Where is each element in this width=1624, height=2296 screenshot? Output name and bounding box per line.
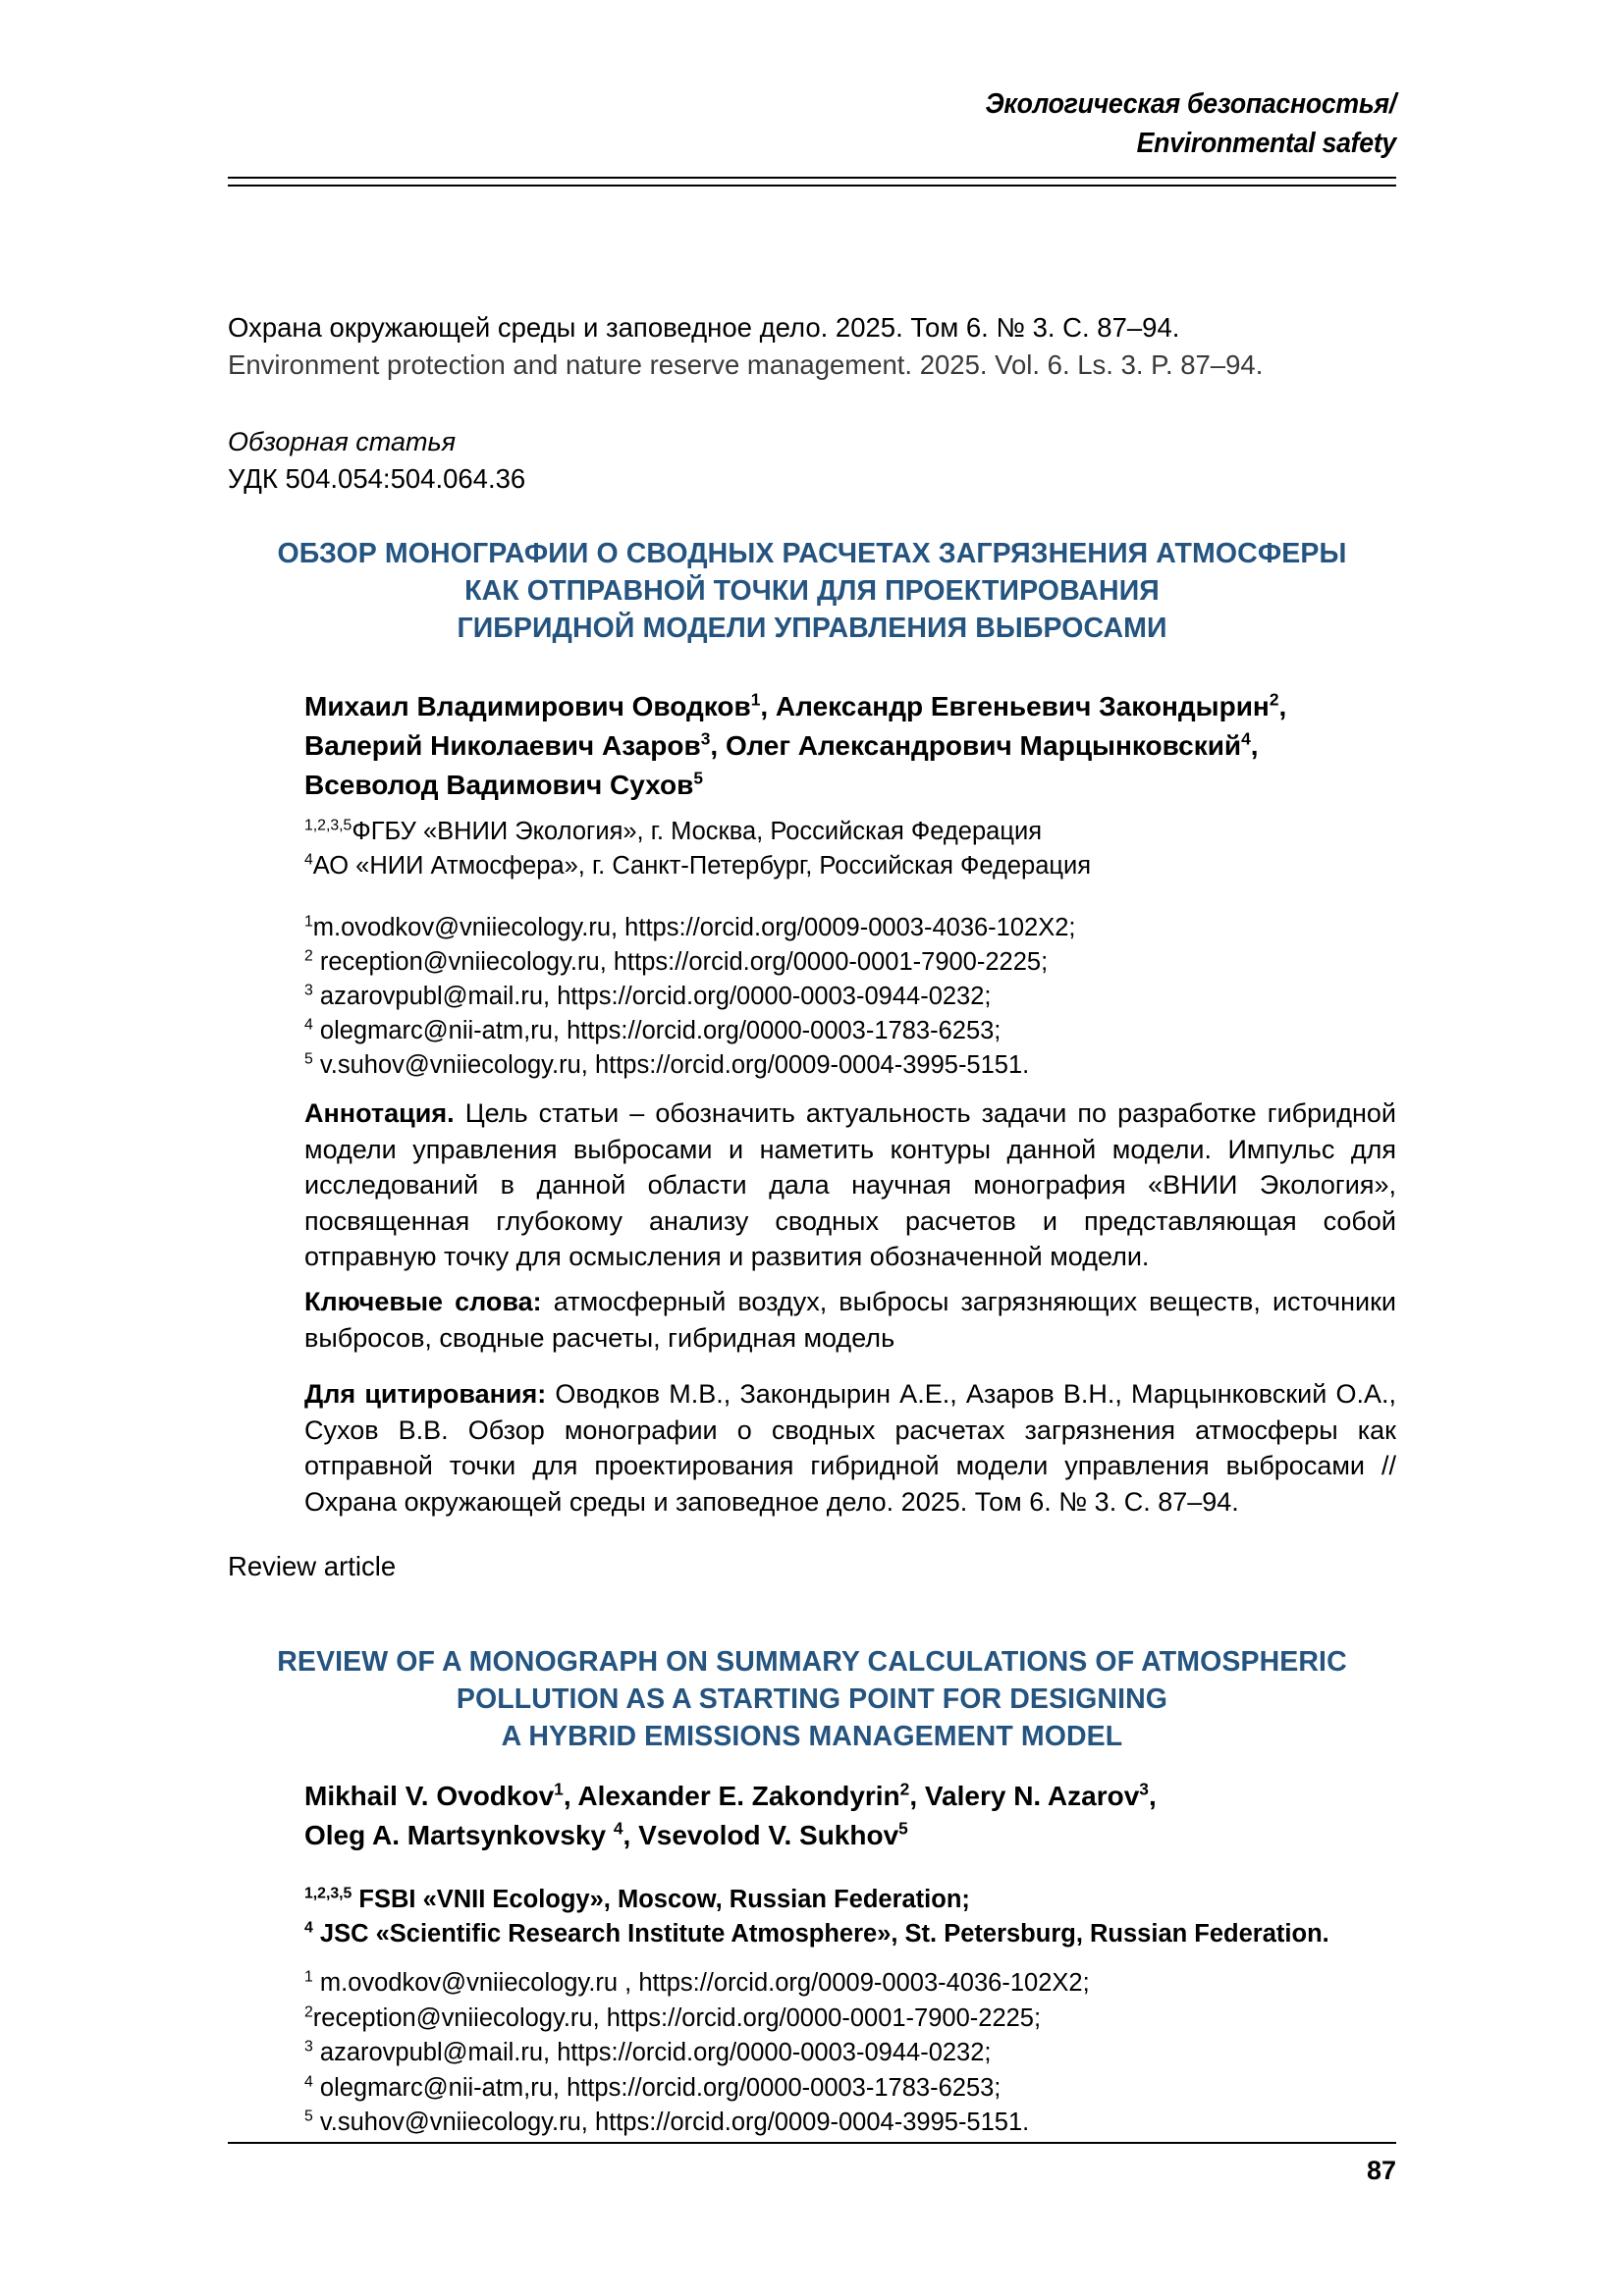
affiliation-marker: 3: [700, 728, 711, 749]
affiliation-marker: 2: [899, 1779, 910, 1799]
affiliation-marker: 4: [304, 1919, 313, 1937]
affiliation-marker: 4: [613, 1818, 623, 1839]
contact-marker: 1: [304, 913, 313, 931]
affiliation-ru-2: [304, 849, 1396, 883]
contacts-ru: [304, 911, 1396, 1083]
title-ru-line-2: КАК ОТПРАВНОЙ ТОЧКИ ДЛЯ ПРОЕКТИРОВАНИЯ: [464, 575, 1160, 607]
contact-marker: 2: [304, 2003, 313, 2020]
affiliation-marker: 5: [693, 768, 703, 788]
authors-en: [304, 1777, 1396, 1855]
affiliation-text: FSBI «VNII Ecology», Moscow, Russian Federation;: [352, 1886, 970, 1913]
contact-email-orcid[interactable]: reception@vniiecology.ru, https://orcid.org/0000-0001-7900-2225;: [312, 2003, 1042, 2032]
affiliation-marker: 1: [554, 1779, 564, 1799]
affiliation-ru-1: [304, 815, 1396, 849]
author-separator: ,: [1278, 691, 1287, 721]
affiliation-text: ФГБУ «ВНИИ Экология», г. Москва, Российская Федерация: [352, 818, 1043, 845]
affiliation-marker: 4: [1241, 728, 1251, 749]
review-article-label: Review article: [228, 1551, 397, 1581]
contact-marker: 4: [304, 2073, 313, 2090]
affiliation-marker: 1: [750, 689, 761, 710]
page-title-en: [228, 1643, 1396, 1755]
contact-email-orcid[interactable]: olegmarc@nii-atm,ru, https://orcid.org/0000-0003-1783-6253;: [312, 2073, 1001, 2102]
header-divider-rule: [228, 177, 1396, 187]
contact-marker: 3: [304, 982, 313, 999]
contact-email-orcid[interactable]: reception@vniiecology.ru, https://orcid.org/0000-0001-7900-2225;: [312, 948, 1049, 976]
author-name: , Vsevolod V. Sukhov: [623, 1820, 899, 1850]
citation-header-en: Environment protection and nature reserve management. 2025. Vol. 6. Ls. 3. P. 87–94.: [228, 349, 1264, 380]
affiliation-marker: 5: [898, 1818, 908, 1839]
title-en-line-3: A HYBRID EMISSIONS MANAGEMENT MODEL: [501, 1721, 1123, 1752]
contact-marker: 5: [304, 2108, 313, 2125]
abstract-ru: [304, 1095, 1396, 1275]
contact-line: [304, 945, 1396, 980]
udk-code: УДК 504.054:504.064.36: [228, 463, 526, 494]
author-name: , Valery N. Azarov: [909, 1781, 1140, 1811]
for-citation-ru: [304, 1376, 1396, 1520]
affiliation-en-2: [304, 1917, 1414, 1951]
for-citation-label: Для цитирования:: [304, 1379, 547, 1409]
author-name: Mikhail V. Ovodkov: [304, 1781, 555, 1811]
keywords-text: атмосферный воздух, выбросы загрязняющих веществ, источники выбросов, сводные расчеты, гибридная модель: [304, 1287, 1396, 1353]
page-number: 87: [1366, 2156, 1396, 2185]
affiliation-text: JSC «Scientific Research Institute Atmosphere», St. Petersburg, Russian Federation.: [312, 1920, 1329, 1948]
title-ru-line-1: ОБЗОР МОНОГРАФИИ О СВОДНЫХ РАСЧЕТАХ ЗАГРЯЗНЕНИЯ АТМОСФЕРЫ: [277, 538, 1347, 569]
contact-marker: 1: [304, 1968, 313, 1986]
affiliation-marker: 4: [304, 851, 313, 869]
authors-ru-line-2: [304, 726, 1396, 766]
contact-line: [304, 2106, 1414, 2141]
contact-line: [304, 980, 1396, 1014]
affiliations-en: [304, 1883, 1414, 1951]
authors-en-line-1: [304, 1777, 1396, 1816]
keywords-label: Ключевые слова:: [304, 1287, 542, 1316]
authors-ru-line-1: [304, 687, 1396, 726]
contact-line: [304, 911, 1396, 945]
author-separator: ,: [1148, 1781, 1157, 1811]
citation-header-ru: Охрана окружающей среды и заповедное дело. 2025. Том 6. № 3. С. 87–94.: [228, 312, 1180, 343]
page-title-ru: [228, 535, 1396, 647]
running-head-ru: Экологическая безопасностья/: [985, 88, 1396, 120]
authors-en-line-2: [304, 1816, 1396, 1855]
author-name: Всеволод Вадимович Сухов: [304, 770, 694, 800]
title-ru-line-3: ГИБРИДНОЙ МОДЕЛИ УПРАВЛЕНИЯ ВЫБРОСАМИ: [457, 613, 1167, 644]
authors-ru: [304, 687, 1396, 805]
contact-line: [304, 2002, 1414, 2037]
contact-email-orcid[interactable]: v.suhov@vniiecology.ru, https://orcid.org/0009-0004-3995-5151.: [312, 1051, 1030, 1079]
footer-divider-rule: [228, 2142, 1396, 2144]
contact-marker: 3: [304, 2038, 313, 2056]
author-name: , Олег Александрович Марцынковский: [710, 730, 1242, 761]
contact-email-orcid[interactable]: azarovpubl@mail.ru, https://orcid.org/0000-0003-0944-0232;: [312, 983, 992, 1010]
contact-line: [304, 2036, 1414, 2071]
affiliation-marker: 2: [1269, 689, 1279, 710]
article-kind-block: [228, 424, 1396, 497]
abstract-label: Аннотация.: [304, 1098, 455, 1128]
contact-line: [304, 2071, 1414, 2107]
contact-email-orcid[interactable]: m.ovodkov@vniiecology.ru , https://orcid.org/0009-0003-4036-102X2;: [312, 1969, 1090, 1997]
contact-marker: 2: [304, 947, 313, 965]
citation-header: [228, 309, 1396, 384]
contact-email-orcid[interactable]: v.suhov@vniiecology.ru, https://orcid.org/0009-0004-3995-5151.: [312, 2109, 1030, 2136]
author-name: Валерий Николаевич Азаров: [304, 730, 701, 761]
author-name: , Александр Евгеньевич Закондырин: [760, 691, 1270, 721]
article-kind-ru: Обзорная статья: [228, 427, 457, 456]
affiliation-en-1: [304, 1883, 1414, 1917]
author-name: , Alexander E. Zakondyrin: [563, 1781, 900, 1811]
contact-line: [304, 1048, 1396, 1083]
affiliation-marker: 1,2,3,5: [304, 817, 352, 834]
contact-line: [304, 1014, 1396, 1048]
contact-email-orcid[interactable]: azarovpubl@mail.ru, https://orcid.org/0000-0003-0944-0232;: [312, 2039, 992, 2066]
contacts-en: [304, 1966, 1414, 2141]
authors-ru-line-3: [304, 766, 1396, 805]
affiliation-marker: 1,2,3,5: [304, 1885, 352, 1902]
for-citation-text: Оводков М.В., Закондырин А.Е., Азаров В.Н., Марцынковский О.А., Сухов В.В. Обзор монографии о сводных расчетах загрязнения атмосферы как отправной точки для проектирования гибридной модели управления выбросами // Охрана окружающей среды и заповедное дело. 2025. Том 6. № 3. С. 87–94.: [304, 1379, 1396, 1517]
title-en-line-1: REVIEW OF A MONOGRAPH ON SUMMARY CALCULATIONS OF ATMOSPHERIC: [277, 1646, 1347, 1678]
running-head: [228, 84, 1396, 163]
affiliation-text: АО «НИИ Атмосфера», г. Санкт-Петербург, Российская Федерация: [312, 852, 1092, 880]
author-separator: ,: [1250, 730, 1259, 761]
keywords-ru: [304, 1284, 1396, 1356]
affiliations-ru: [304, 815, 1396, 883]
abstract-text: Цель статьи – обозначить актуальность задачи по разработке гибридной модели управления выбросами и наметить контуры данной модели. Импульс для исследований в данной области дала научная монография «ВНИИ Экология», посвященная глубокому анализу сводных расчетов и представляющая собой отправную точку для осмысления и развития обозначенной модели.: [304, 1098, 1396, 1271]
title-en-line-2: POLLUTION AS A STARTING POINT FOR DESIGNING: [456, 1683, 1168, 1715]
contact-line: [304, 1966, 1414, 2002]
contact-email-orcid[interactable]: m.ovodkov@vniiecology.ru, https://orcid.org/0009-0003-4036-102X2;: [312, 914, 1076, 941]
author-name: Михаил Владимирович Оводков: [304, 691, 751, 721]
author-name: Oleg A. Martsynkovsky: [304, 1820, 614, 1850]
contact-email-orcid[interactable]: olegmarc@nii-atm,ru, https://orcid.org/0000-0003-1783-6253;: [312, 1017, 1001, 1044]
contact-marker: 4: [304, 1016, 313, 1034]
affiliation-marker: 3: [1139, 1779, 1149, 1799]
running-head-en: Environmental safety: [1136, 128, 1396, 159]
contact-marker: 5: [304, 1050, 313, 1068]
